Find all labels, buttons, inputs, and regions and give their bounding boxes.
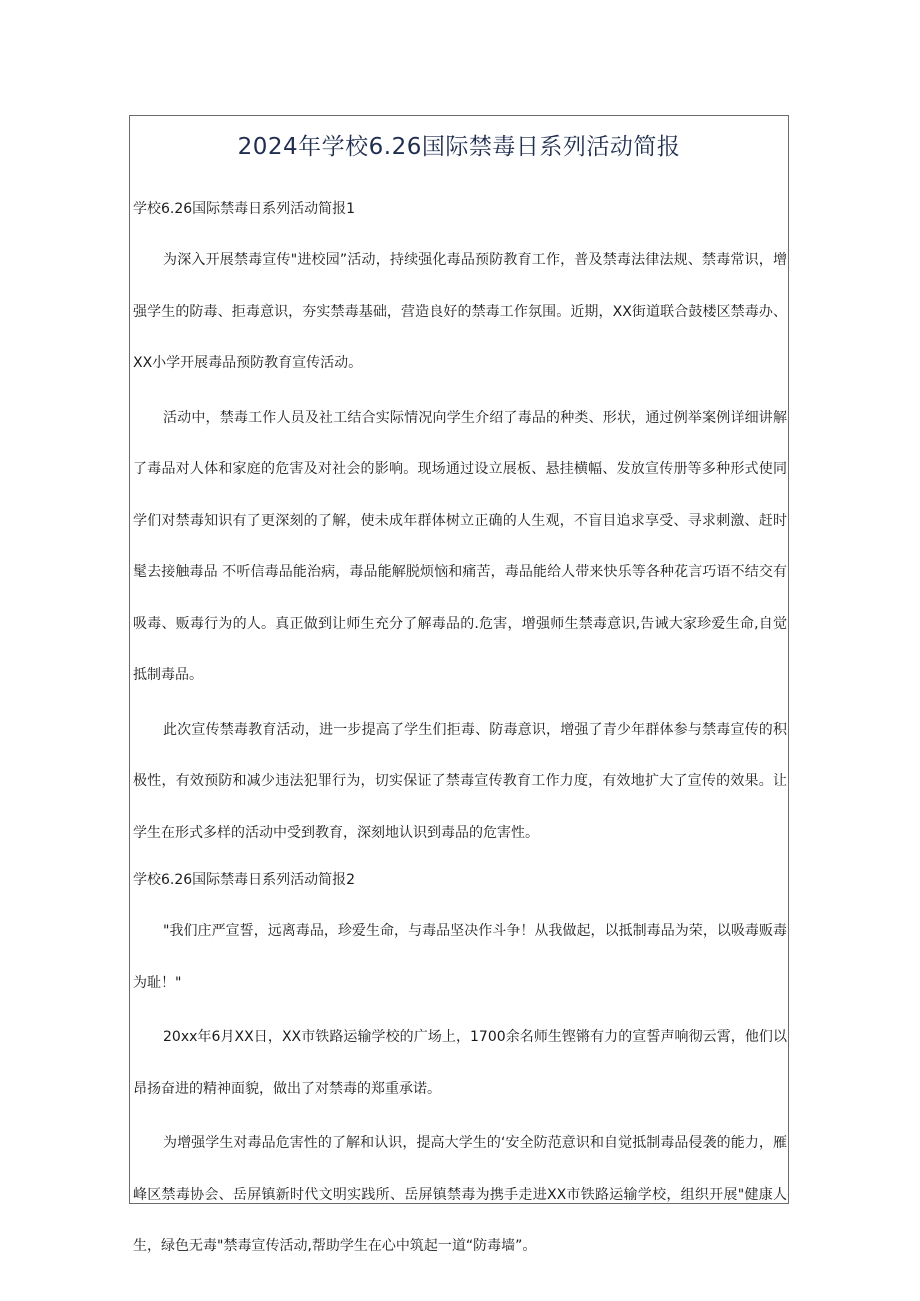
document-body (130, 199, 788, 1273)
document-title: 2024年学校6.26国际禁毒日系列活动简报 (237, 134, 681, 160)
paragraph: 活动中，禁毒工作人员及社工结合实际情况向学生介绍了毒品的种类、形状，通过例举案例详细讲解了毒品对人体和家庭的危害及对社会的影响。现场通过设立展板、悬挂横幅、发放宣传册等多种形式使同学们对禁毒知识有了更深刻的了解，使未成年群体树立正确的人生观，不盲目追求享受、寻求刺激、赶时髦去接触毒品 不听信毒品能治病，毒品能解脱烦恼和痛苦，毒品能给人带来快乐等各种花言巧语不结交有吸毒、贩毒行为的人。真正做到让师生充分了解毒品的.危害，增强师生禁毒意识,告诫大家珍爱生命,自觉抵制毒品。 (133, 409, 787, 683)
paragraph: 为深入开展禁毒宣传"进校园”活动，持续强化毒品预防教育工作，普及禁毒法律法规、禁毒常识，增强学生的防毒、拒毒意识，夯实禁毒基础，营造良好的禁毒工作氛围。近期，XX街道联合鼓楼区禁毒办、XX小学开展毒品预防教育宣传活动。 (133, 252, 787, 371)
paragraph: 20xx年6月XX日，XX市铁路运输学校的广场上，1700余名师生铿锵有力的宣誓声响彻云霄，他们以昂扬奋进的精神面貌，做出了对禁毒的郑重承诺。 (133, 1029, 787, 1097)
paragraph: "我们庄严宣誓，远离毒品，珍爱生命，与毒品坚决作斗争！从我做起，以抵制毒品为荣，以吸毒贩毒为耻！" (133, 923, 787, 991)
section-heading-1: 学校6.26国际禁毒日系列活动简报1 (133, 201, 356, 217)
paragraph: 为增强学生对毒品危害性的了解和认识，提高大学生的‘安全防范意识和自觉抵制毒品侵袭的能力，雁峰区禁毒协会、岳屏镇新时代文明实践所、岳屏镇禁毒为携手走进XX市铁路运输学校，组织开展"健康人生，绿色无毒"禁毒宣传活动,帮助学生在心中筑起一道“防毒墙”。 (133, 1135, 787, 1254)
paragraph: 此次宣传禁毒教育活动，进一步提高了学生们拒毒、防毒意识，增强了青少年群体参与禁毒宣传的积极性，有效预防和减少违法犯罪行为，切实保证了禁毒宣传教育工作力度，有效地扩大了宣传的效果。让学生在形式多样的活动中受到教育，深刻地认识到毒品的危害性。 (133, 721, 787, 841)
document-page (129, 115, 789, 1254)
section-heading-2: 学校6.26国际禁毒日系列活动简报2 (133, 872, 356, 888)
